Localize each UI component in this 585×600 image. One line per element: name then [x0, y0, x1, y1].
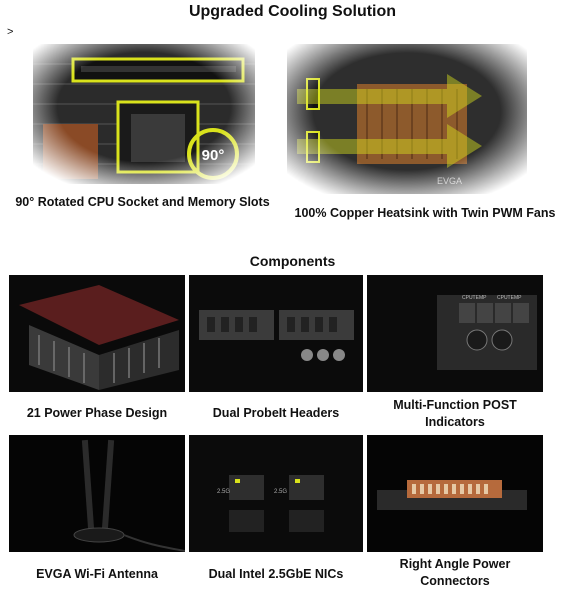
post-label-2: CPUTEMP: [497, 295, 522, 301]
caption-probeit: Dual ProbeIt Headers: [212, 406, 340, 420]
wifi-antenna-image: [9, 435, 185, 552]
nic-ports-image: [189, 435, 363, 552]
post-label-1: CPUTEMP: [462, 295, 487, 301]
caption-post: Multi-Function POST Indicators: [393, 398, 517, 429]
cooling-section-title: Upgraded Cooling Solution: [188, 3, 397, 20]
port-label-1: 2.5G: [217, 489, 231, 495]
power-phase-image: [9, 275, 185, 392]
power-connectors-image: [367, 435, 543, 552]
heatsink-image: [287, 44, 527, 194]
cpu-socket-image: [33, 44, 255, 184]
probeit-headers-image: [189, 275, 363, 392]
post-indicator-image: [367, 275, 543, 392]
port-label-2: 2.5G: [274, 489, 288, 495]
caption-power-connectors: Right Angle Power Connectors: [399, 557, 511, 588]
caption-wifi: EVGA Wi-Fi Antenna: [36, 567, 158, 581]
caption-nics: Dual Intel 2.5GbE NICs: [208, 567, 344, 581]
caption-power-phase: 21 Power Phase Design: [26, 406, 168, 420]
marker-text: >: [7, 26, 14, 38]
cooling-caption-socket: 90° Rotated CPU Socket and Memory Slots: [15, 195, 270, 209]
components-section-title: Components: [249, 253, 336, 269]
cooling-caption-heatsink: 100% Copper Heatsink with Twin PWM Fans: [294, 206, 556, 220]
